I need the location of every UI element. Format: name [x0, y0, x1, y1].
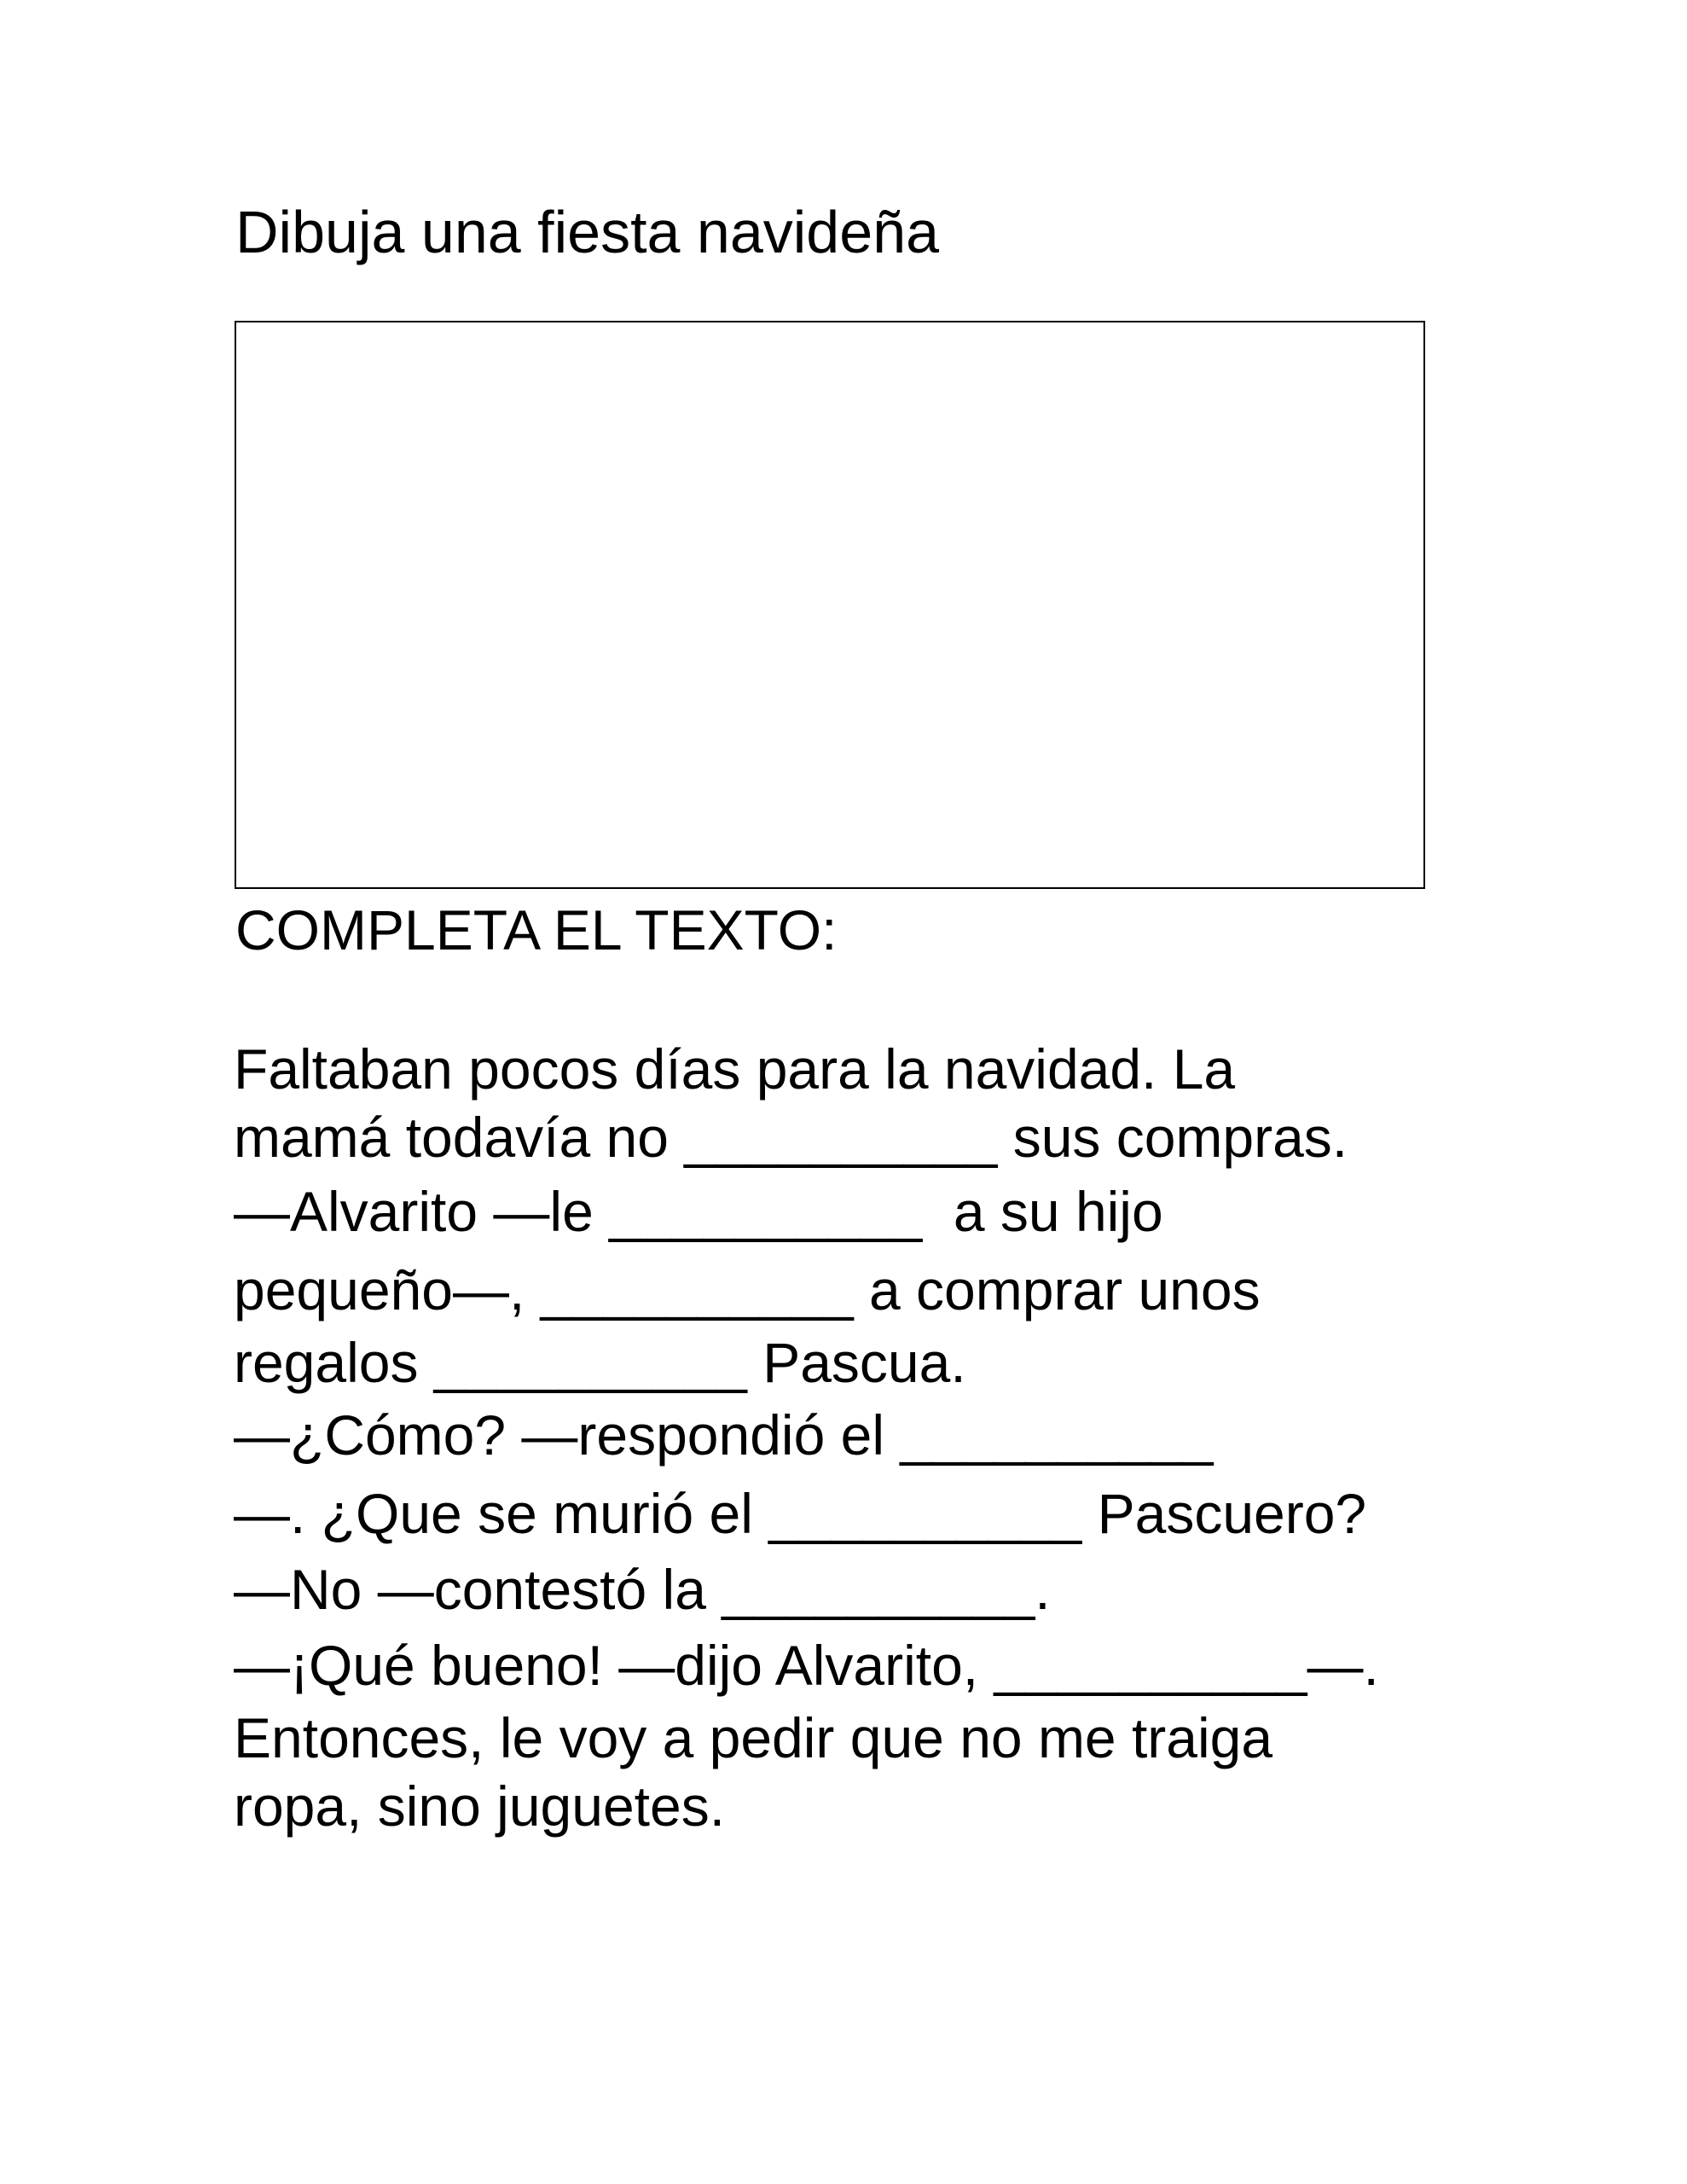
drawing-instruction: Dibuja una fiesta navideña — [235, 199, 940, 265]
text-line-8: —No —contestó la __________. — [234, 1558, 1051, 1621]
text-line-11: ropa, sino juguetes. — [234, 1774, 726, 1838]
text-line-6: —¿Cómo? —respondió el __________ — [234, 1403, 1214, 1467]
exercise-heading: COMPLETA EL TEXTO: — [235, 898, 838, 961]
text-line-10: Entonces, le voy a pedir que no me traiga — [234, 1706, 1273, 1769]
text-line-1: Faltaban pocos días para la navidad. La — [234, 1037, 1236, 1101]
text-line-4: pequeño—, __________ a comprar unos — [234, 1258, 1261, 1321]
drawing-area-box[interactable] — [235, 321, 1425, 889]
text-line-9: —¡Qué bueno! —dijo Alvarito, __________—. — [234, 1634, 1379, 1697]
text-line-2: mamá todavía no __________ sus compras. — [234, 1106, 1348, 1169]
text-line-3: —Alvarito —le __________ a su hijo — [234, 1180, 1163, 1243]
text-line-7: —. ¿Que se murió el __________ Pascuero? — [234, 1482, 1367, 1545]
text-line-5: regalos __________ Pascua. — [234, 1331, 966, 1394]
